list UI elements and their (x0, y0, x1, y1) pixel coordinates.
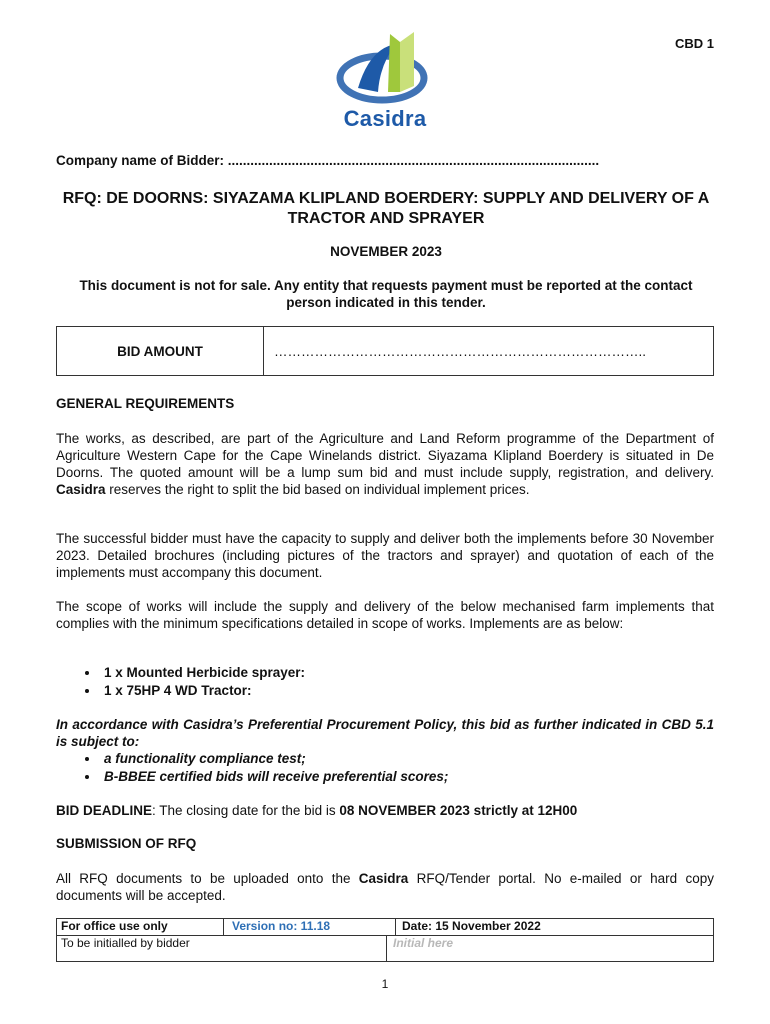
revision-date: Date: 15 November 2022 (402, 919, 541, 933)
general-paragraph-2: The successful bidder must have the capacity to supply and deliver both the implements before 30 November 2023. Detailed brochures (including pictures of the tractors and sprayer) and quotation of each of the implements must accompany this document. (56, 531, 714, 580)
bid-amount-label: BID AMOUNT (57, 327, 264, 375)
office-use-label: For office use only (57, 919, 224, 935)
implements-list-wrap (56, 664, 714, 700)
bid-deadline: BID DEADLINE: The closing date for the bid is 08 NOVEMBER 2023 strictly at 12H00 (56, 803, 578, 818)
list-item: • 1 x 75HP 4 WD Tractor: (100, 682, 714, 700)
form-code: CBD 1 (674, 36, 714, 51)
sale-notice: This document is not for sale. Any entity that requests payment must be reported at the contact person indicated in this tender. (79, 278, 693, 310)
list-item: • 1 x Mounted Herbicide sprayer: (100, 664, 714, 682)
list-item: • B-BBEE certified bids will receive preferential scores; (100, 768, 714, 786)
list-item: • a functionality compliance test; (100, 750, 714, 768)
general-paragraph-3: The scope of works will include the supply and delivery of the below mechanised farm implements that complies with the minimum specifications detailed in scope of works. Implements are as below: (56, 599, 714, 631)
casidra-logo (330, 28, 440, 138)
general-requirements-heading: GENERAL REQUIREMENTS (56, 396, 235, 411)
version-number: Version no: 11.18 (224, 919, 396, 935)
general-paragraph-1: The works, as described, are part of the Agriculture and Land Reform programme of the Department of Agriculture Western Cape for the Cape Winelands district. Siyazama Klipland Boerdery is situated in De Doorns. The quoted amount will be a lump sum bid and must include supply, registration, and delivery. Casidra reserves the right to split the bid based on individual implement prices. (56, 431, 714, 497)
policy-intro: In accordance with Casidra’s Preferential Procurement Policy, this bid as further indicated in CBD 5.1 is subject to: (56, 717, 714, 749)
bid-amount-field[interactable]: ……………………………………………………………………….. (274, 343, 647, 359)
initial-here-field[interactable]: Initial here (393, 936, 454, 950)
document-date: NOVEMBER 2023 (330, 244, 442, 259)
bid-amount-box (56, 326, 714, 376)
submission-paragraph: All RFQ documents to be uploaded onto the Casidra RFQ/Tender portal. No e-mailed or hard copy documents will be accepted. (56, 871, 714, 903)
logo-wordmark: Casidra (343, 106, 427, 131)
initial-instruction: To be initialled by bidder (57, 936, 387, 962)
policy-list-wrap (56, 750, 714, 786)
submission-heading: SUBMISSION OF RFQ (56, 836, 197, 851)
policy-list (56, 750, 714, 786)
company-name-field[interactable]: Company name of Bidder: ................................................................................................... (56, 153, 600, 168)
casidra-logo-icon (330, 28, 440, 108)
office-use-table (56, 918, 714, 962)
implements-list (56, 664, 714, 700)
document-title: RFQ: DE DOORNS: SIYAZAMA KLIPLAND BOERDERY: SUPPLY AND DELIVERY OF A TRACTOR AND SPRAYER (62, 190, 710, 227)
page-number: 1 (381, 977, 389, 991)
